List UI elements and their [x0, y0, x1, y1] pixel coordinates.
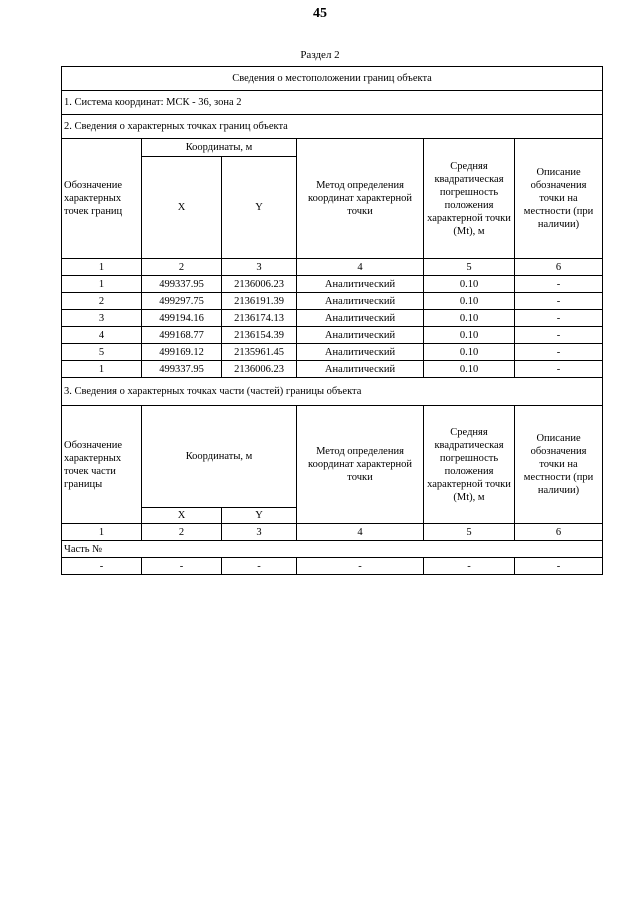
empty-cell: - [62, 558, 142, 575]
empty-cell: - [222, 558, 297, 575]
header-x: X [142, 157, 222, 259]
coord-system: 1. Система координат: МСК - 36, зона 2 [62, 91, 603, 115]
col-number: 2 [142, 524, 222, 541]
table-row [62, 327, 603, 344]
point-number: 1 [62, 276, 142, 293]
col-number: 4 [297, 524, 424, 541]
table-row [62, 361, 603, 378]
point-number: 3 [62, 310, 142, 327]
method: Аналитический [297, 310, 424, 327]
header-error: Средняя квадратическая погрешность положения характерной точки (Mt), м [424, 406, 515, 524]
col-number: 6 [515, 259, 603, 276]
header-method: Метод определения координат характерной точки [297, 139, 424, 259]
description: - [515, 276, 603, 293]
header-designation: Обозначение характерных точек части границы [62, 406, 142, 524]
col-number: 4 [297, 259, 424, 276]
header-coords: Координаты, м [142, 406, 297, 508]
table-row [62, 344, 603, 361]
method: Аналитический [297, 361, 424, 378]
error: 0.10 [424, 361, 515, 378]
error: 0.10 [424, 293, 515, 310]
col-number: 5 [424, 524, 515, 541]
col-number: 2 [142, 259, 222, 276]
header-coords: Координаты, м [142, 139, 297, 157]
header-designation: Обозначение характерных точек границ [62, 139, 142, 259]
description: - [515, 310, 603, 327]
coord-y: 2136174.13 [222, 310, 297, 327]
part2-title: 3. Сведения о характерных точках части (частей) границы объекта [62, 378, 603, 406]
header-y: Y [222, 508, 297, 524]
coord-y: 2136006.23 [222, 276, 297, 293]
empty-cell: - [424, 558, 515, 575]
empty-cell: - [515, 558, 603, 575]
description: - [515, 361, 603, 378]
description: - [515, 344, 603, 361]
col-number: 5 [424, 259, 515, 276]
coord-y: 2136006.23 [222, 361, 297, 378]
coord-y: 2136191.39 [222, 293, 297, 310]
point-number: 1 [62, 361, 142, 378]
section-title: Раздел 2 [300, 49, 340, 61]
boundary-table [61, 66, 603, 575]
header-description: Описание обозначения точки на местности (при наличии) [515, 139, 603, 259]
description: - [515, 293, 603, 310]
part-label: Часть № [62, 541, 603, 558]
point-number: 2 [62, 293, 142, 310]
page-number: 45 [313, 6, 327, 21]
error: 0.10 [424, 310, 515, 327]
method: Аналитический [297, 344, 424, 361]
error: 0.10 [424, 344, 515, 361]
method: Аналитический [297, 327, 424, 344]
method: Аналитический [297, 276, 424, 293]
col-number: 3 [222, 259, 297, 276]
header-y: Y [222, 157, 297, 259]
col-number: 1 [62, 524, 142, 541]
table-title: Сведения о местоположении границ объекта [62, 67, 603, 91]
point-number: 5 [62, 344, 142, 361]
coord-x: 499169.12 [142, 344, 222, 361]
header-method: Метод определения координат характерной точки [297, 406, 424, 524]
error: 0.10 [424, 327, 515, 344]
empty-cell: - [297, 558, 424, 575]
description: - [515, 327, 603, 344]
col-number: 6 [515, 524, 603, 541]
coord-x: 499337.95 [142, 361, 222, 378]
coord-y: 2136154.39 [222, 327, 297, 344]
col-number: 3 [222, 524, 297, 541]
table-row [62, 276, 603, 293]
header-x: X [142, 508, 222, 524]
coord-x: 499168.77 [142, 327, 222, 344]
method: Аналитический [297, 293, 424, 310]
coord-x: 499337.95 [142, 276, 222, 293]
header-description: Описание обозначения точки на местности (при наличии) [515, 406, 603, 524]
header-error: Средняя квадратическая погрешность положения характерной точки (Mt), м [424, 139, 515, 259]
coord-x: 499297.75 [142, 293, 222, 310]
empty-cell: - [142, 558, 222, 575]
error: 0.10 [424, 276, 515, 293]
col-number: 1 [62, 259, 142, 276]
part1-title: 2. Сведения о характерных точках границ объекта [62, 115, 603, 139]
coord-y: 2135961.45 [222, 344, 297, 361]
point-number: 4 [62, 327, 142, 344]
table-row [62, 558, 603, 575]
table-row [62, 310, 603, 327]
table-row [62, 293, 603, 310]
coord-x: 499194.16 [142, 310, 222, 327]
